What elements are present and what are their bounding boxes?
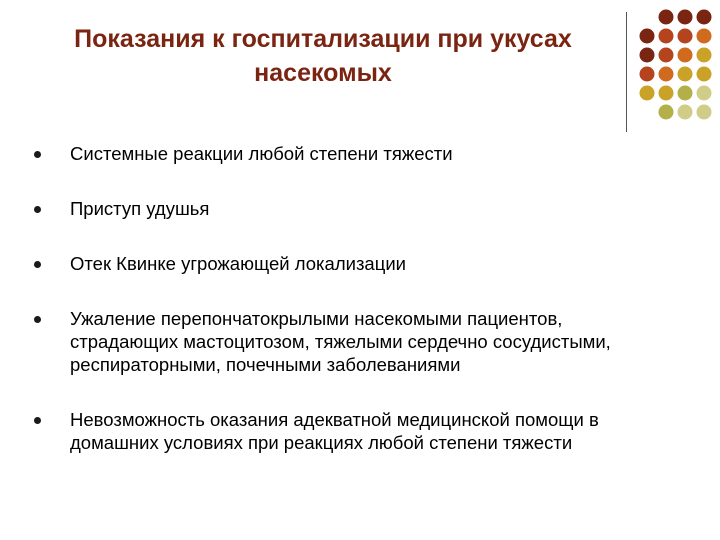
bullet-item xyxy=(34,142,684,165)
decor-dot xyxy=(640,29,655,44)
bullet-line: домашних условиях при реакциях любой степени тяжести xyxy=(70,432,573,453)
bullet-icon xyxy=(34,316,41,323)
decor-dot xyxy=(697,48,712,63)
title-line-1: Показания к госпитализации при укусах xyxy=(74,25,572,53)
decor-dot xyxy=(678,48,693,63)
decor-dot xyxy=(659,29,674,44)
decor-dot xyxy=(640,86,655,101)
bullet-line: Невозможность оказания адекватной медицинской помощи в xyxy=(70,409,599,430)
decor-dot xyxy=(678,105,693,120)
bullet-line: страдающих мастоцитозом, тяжелыми сердечно сосудистыми, xyxy=(70,331,611,352)
decor-dot xyxy=(659,10,674,25)
bullet-icon xyxy=(34,206,41,213)
decor-dot xyxy=(659,48,674,63)
bullet-line: респираторными, почечными заболеваниями xyxy=(70,354,461,375)
bullet-text: Приступ удушья xyxy=(70,198,210,219)
decor-dot xyxy=(697,29,712,44)
bullet-list xyxy=(34,138,684,454)
title-line-2: насекомых xyxy=(254,59,392,87)
bullet-icon xyxy=(34,417,41,424)
bullet-icon xyxy=(34,151,41,158)
decor-dot xyxy=(678,86,693,101)
decor-dot xyxy=(659,86,674,101)
decor-dot xyxy=(697,105,712,120)
decor-dot xyxy=(659,67,674,82)
bullet-item xyxy=(34,197,684,220)
decor-dot xyxy=(697,67,712,82)
decor-dot xyxy=(678,10,693,25)
decor-dot xyxy=(640,48,655,63)
bullet-text: Отек Квинке угрожающей локализации xyxy=(70,253,406,274)
decorative-dot-grid xyxy=(0,0,720,140)
bullet-icon xyxy=(34,261,41,268)
bullet-item xyxy=(34,252,684,275)
decor-dot xyxy=(640,67,655,82)
bullet-text: Системные реакции любой степени тяжести xyxy=(70,143,453,164)
decor-dot xyxy=(678,67,693,82)
decor-dot xyxy=(697,86,712,101)
decor-dot xyxy=(678,29,693,44)
bullet-item xyxy=(34,307,684,376)
bullet-line: Ужаление перепончатокрылыми насекомыми пациентов, xyxy=(70,308,563,329)
decor-dot xyxy=(697,10,712,25)
decor-dot xyxy=(659,105,674,120)
bullet-item xyxy=(34,408,684,454)
